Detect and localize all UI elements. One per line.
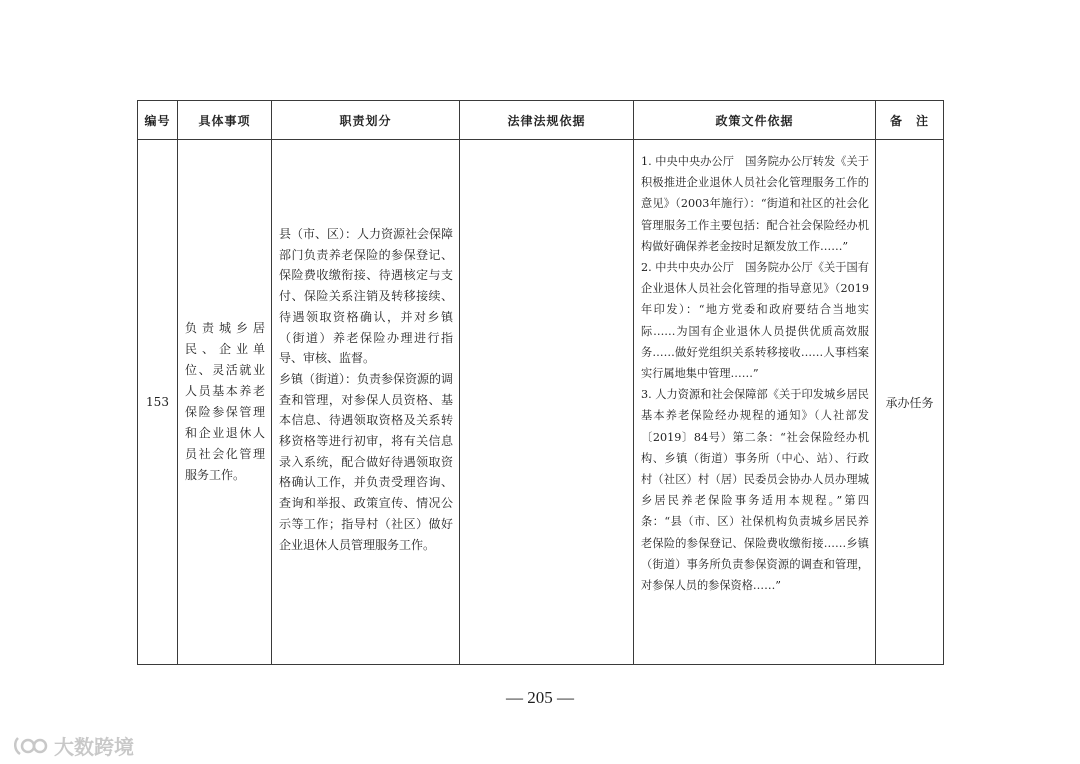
cell-item [178, 140, 272, 665]
header-law: 法律法规依据 [460, 101, 634, 140]
duty-text [272, 140, 459, 555]
cell-note: 承办任务 [876, 140, 944, 665]
table-header-row [138, 101, 944, 140]
responsibility-table [137, 100, 944, 665]
logo-icon [12, 734, 50, 758]
cell-law [460, 140, 634, 665]
watermark [12, 731, 134, 760]
header-item: 具体事项 [178, 101, 272, 140]
header-number: 编号 [138, 101, 178, 140]
cell-policy [634, 140, 876, 665]
page-number: — 205 — [506, 688, 574, 707]
policy-paragraph: 1. 中央中央办公厅 国务院办公厅转发《关于积极推进企业退休人员社会化管理服务工作的意见》（2003年施行）：“街道和社区的社会化管理服务工作主要包括：配合社会保险经办机构做好确保养老金按时足额发放工作……” [641, 155, 869, 253]
cell-number: 153 [138, 140, 178, 665]
policy-paragraph: 3. 人力资源和社会保障部《关于印发城乡居民基本养老保险经办规程的通知》（人社部发〔2019〕84号）第二条：“社会保险经办机构、乡镇（街道）事务所（中心、站）、行政村（社区）村（居）民委员会协办人员办理城乡居民养老保险事务适用本规程。”第四条：“县（市、区）社保机构负责城乡居民养老保险的参保登记、保险费收缴衔接……乡镇（街道）事务所负责参保资源的调查和管理，对参保人员的参保资格……” [641, 388, 869, 593]
watermark-text: 大数跨境 [54, 735, 134, 759]
cell-duty [272, 140, 460, 665]
header-duty: 职责划分 [272, 101, 460, 140]
table-row [138, 140, 944, 665]
policy-text [634, 140, 875, 596]
item-text: 负责城乡居民、企业单位、灵活就业人员基本养老保险参保管理和企业退休人员社会化管理服务工作。 [185, 321, 265, 482]
duty-paragraph: 乡镇（街道）：负责参保资源的调查和管理，对参保人员资格、基本信息、待遇领取资格及关系转移资格等进行初审，将有关信息录入系统，配合做好待遇领取资格确认工作，并负责受理咨询、查询和举报、政策宣传、情况公示等工作；指导村（社区）做好企业退休人员管理服务工作。 [279, 371, 454, 552]
header-policy: 政策文件依据 [634, 101, 876, 140]
policy-paragraph: 2. 中共中央办公厅 国务院办公厅《关于国有企业退休人员社会化管理的指导意见》（2019年印发）：“地方党委和政府要结合当地实际……为国有企业退休人员提供优质高效服务……做好党组织关系转移接收……人事档案实行属地集中管理……” [641, 261, 869, 381]
header-note: 备 注 [876, 101, 944, 140]
duty-paragraph: 县（市、区）：人力资源社会保障部门负责养老保险的参保登记、保险费收缴衔接、待遇核定与支付、保险关系注销及转移接续、待遇领取资格确认，并对乡镇（街道）养老保险办理进行指导、审核、监督。 [279, 227, 454, 366]
